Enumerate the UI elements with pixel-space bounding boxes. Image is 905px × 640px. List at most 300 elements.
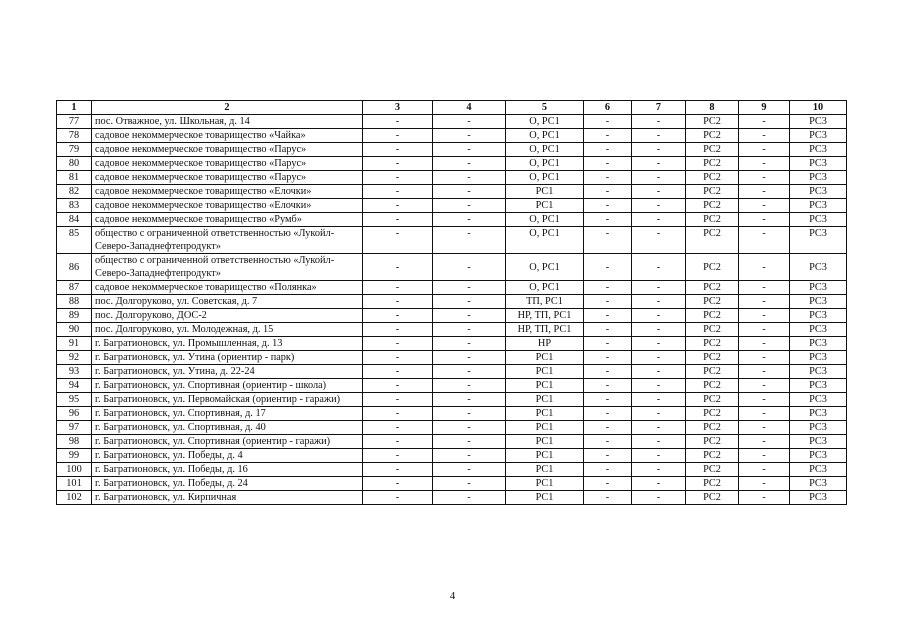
row-number-cell: 83 [57,199,92,213]
value-cell: - [584,281,632,295]
location-cell: г. Багратионовск, ул. Первомайская (ориентир - гаражи) [92,393,363,407]
value-cell: РС2 [686,337,739,351]
value-cell: - [739,281,790,295]
value-cell: - [363,213,433,227]
value-cell: - [632,199,686,213]
value-cell: РС2 [686,365,739,379]
value-cell: - [584,199,632,213]
value-cell: - [739,157,790,171]
value-cell: - [632,421,686,435]
value-cell: - [584,491,632,505]
value-cell: - [584,477,632,491]
table-row [57,143,847,157]
value-cell: РС2 [686,115,739,129]
value-cell: РС1 [506,421,584,435]
value-cell: - [632,295,686,309]
value-cell: РС2 [686,185,739,199]
value-cell: - [632,254,686,281]
value-cell: - [433,213,506,227]
header-cell: 10 [790,101,847,115]
header-row [57,101,847,115]
value-cell: - [433,254,506,281]
value-cell: РС2 [686,477,739,491]
value-cell: РС1 [506,351,584,365]
value-cell: РС2 [686,143,739,157]
value-cell: - [632,129,686,143]
value-cell: - [363,477,433,491]
value-cell: - [739,227,790,254]
value-cell: - [584,129,632,143]
row-number-cell: 84 [57,213,92,227]
value-cell: ТП, РС1 [506,295,584,309]
value-cell: РС2 [686,491,739,505]
value-cell: - [433,365,506,379]
value-cell: РС2 [686,171,739,185]
value-cell: - [363,379,433,393]
value-cell: - [433,323,506,337]
value-cell: РС2 [686,157,739,171]
row-number-cell: 98 [57,435,92,449]
value-cell: - [363,351,433,365]
value-cell: РС2 [686,393,739,407]
table-row [57,171,847,185]
value-cell: О, РС1 [506,281,584,295]
row-number-cell: 90 [57,323,92,337]
value-cell: - [433,309,506,323]
value-cell: РС3 [790,129,847,143]
value-cell: - [739,199,790,213]
value-cell: РС2 [686,435,739,449]
value-cell: РС3 [790,227,847,254]
table-row [57,295,847,309]
table-row [57,213,847,227]
table-row [57,337,847,351]
location-cell: г. Багратионовск, ул. Спортивная, д. 17 [92,407,363,421]
value-cell: РС1 [506,449,584,463]
value-cell: РС2 [686,309,739,323]
value-cell: НР, ТП, РС1 [506,309,584,323]
value-cell: - [584,421,632,435]
header-cell: 8 [686,101,739,115]
value-cell: - [632,281,686,295]
location-cell: садовое некоммерческое товарищество «Полянка» [92,281,363,295]
row-number-cell: 77 [57,115,92,129]
location-cell: садовое некоммерческое товарищество «Парус» [92,171,363,185]
row-number-cell: 97 [57,421,92,435]
value-cell: - [584,213,632,227]
value-cell: - [739,323,790,337]
value-cell: - [739,143,790,157]
value-cell: - [584,449,632,463]
value-cell: - [632,491,686,505]
table-row [57,407,847,421]
value-cell: - [363,323,433,337]
value-cell: - [584,379,632,393]
value-cell: РС3 [790,115,847,129]
value-cell: РС1 [506,185,584,199]
value-cell: - [433,143,506,157]
value-cell: - [363,309,433,323]
value-cell: - [433,157,506,171]
data-table [56,100,847,505]
value-cell: РС2 [686,379,739,393]
value-cell: - [632,143,686,157]
value-cell: - [739,407,790,421]
location-cell: пос. Долгоруково, ул. Советская, д. 7 [92,295,363,309]
value-cell: - [584,435,632,449]
value-cell: РС2 [686,421,739,435]
value-cell: - [363,337,433,351]
table-row [57,309,847,323]
location-cell: г. Багратионовск, ул. Утина, д. 22-24 [92,365,363,379]
value-cell: - [739,129,790,143]
value-cell: - [433,171,506,185]
row-number-cell: 100 [57,463,92,477]
value-cell: - [739,491,790,505]
value-cell: - [433,421,506,435]
value-cell: - [433,491,506,505]
location-cell: общество с ограниченной ответственностью «Лукойл- Северо-Западнефтепродукт» [92,227,363,254]
value-cell: - [739,171,790,185]
value-cell: РС3 [790,199,847,213]
value-cell: РС2 [686,129,739,143]
value-cell: - [632,449,686,463]
value-cell: - [632,393,686,407]
value-cell: О, РС1 [506,157,584,171]
value-cell: - [584,157,632,171]
value-cell: - [433,337,506,351]
value-cell: РС1 [506,407,584,421]
value-cell: - [363,185,433,199]
value-cell: - [363,254,433,281]
table-row [57,281,847,295]
value-cell: - [584,227,632,254]
value-cell: РС3 [790,477,847,491]
header-cell: 3 [363,101,433,115]
table-row [57,491,847,505]
row-number-cell: 99 [57,449,92,463]
value-cell: РС1 [506,435,584,449]
value-cell: РС1 [506,199,584,213]
location-cell: пос. Долгоруково, ул. Молодежная, д. 15 [92,323,363,337]
table-row [57,421,847,435]
value-cell: РС2 [686,323,739,337]
value-cell: - [433,477,506,491]
value-cell: - [363,281,433,295]
value-cell: - [739,421,790,435]
row-number-cell: 86 [57,254,92,281]
table-row [57,199,847,213]
value-cell: РС3 [790,157,847,171]
value-cell: РС3 [790,449,847,463]
value-cell: - [363,491,433,505]
value-cell: - [584,295,632,309]
value-cell: - [739,213,790,227]
value-cell: - [584,351,632,365]
value-cell: РС3 [790,421,847,435]
value-cell: - [739,449,790,463]
row-number-cell: 80 [57,157,92,171]
value-cell: - [632,157,686,171]
value-cell: - [433,351,506,365]
value-cell: РС2 [686,449,739,463]
location-cell: садовое некоммерческое товарищество «Елочки» [92,185,363,199]
value-cell: - [363,199,433,213]
location-cell: г. Багратионовск, ул. Спортивная, д. 40 [92,421,363,435]
value-cell: РС3 [790,407,847,421]
value-cell: РС1 [506,491,584,505]
value-cell: - [363,393,433,407]
table-row [57,129,847,143]
value-cell: - [632,463,686,477]
value-cell: - [632,477,686,491]
value-cell: - [632,379,686,393]
value-cell: - [584,463,632,477]
value-cell: РС3 [790,379,847,393]
location-cell: садовое некоммерческое товарищество «Парус» [92,157,363,171]
value-cell: - [363,157,433,171]
value-cell: РС2 [686,281,739,295]
value-cell: - [632,323,686,337]
value-cell: - [584,323,632,337]
row-number-cell: 96 [57,407,92,421]
table-row [57,323,847,337]
value-cell: РС3 [790,323,847,337]
value-cell: РС2 [686,227,739,254]
value-cell: - [739,295,790,309]
value-cell: - [433,449,506,463]
value-cell: РС2 [686,199,739,213]
value-cell: - [584,337,632,351]
value-cell: - [363,463,433,477]
value-cell: - [584,143,632,157]
value-cell: О, РС1 [506,129,584,143]
row-number-cell: 93 [57,365,92,379]
value-cell: О, РС1 [506,213,584,227]
value-cell: - [433,407,506,421]
location-cell: пос. Долгоруково, ДОС-2 [92,309,363,323]
value-cell: РС2 [686,254,739,281]
value-cell: РС3 [790,435,847,449]
table-row [57,435,847,449]
value-cell: - [632,365,686,379]
value-cell: РС1 [506,477,584,491]
value-cell: РС3 [790,309,847,323]
table-row [57,185,847,199]
value-cell: - [433,199,506,213]
value-cell: - [433,129,506,143]
value-cell: - [433,295,506,309]
value-cell: РС2 [686,407,739,421]
row-number-cell: 91 [57,337,92,351]
table-body [57,115,847,505]
location-cell: г. Багратионовск, ул. Победы, д. 24 [92,477,363,491]
value-cell: РС3 [790,491,847,505]
row-number-cell: 78 [57,129,92,143]
value-cell: РС3 [790,365,847,379]
value-cell: - [739,185,790,199]
value-cell: - [584,407,632,421]
value-cell: РС2 [686,295,739,309]
value-cell: - [632,407,686,421]
table-row [57,115,847,129]
value-cell: - [739,351,790,365]
value-cell: - [632,435,686,449]
value-cell: - [739,393,790,407]
header-cell: 6 [584,101,632,115]
value-cell: - [363,449,433,463]
value-cell: - [632,309,686,323]
value-cell: РС1 [506,463,584,477]
value-cell: НР, ТП, РС1 [506,323,584,337]
value-cell: - [739,115,790,129]
location-cell: садовое некоммерческое товарищество «Парус» [92,143,363,157]
value-cell: - [433,115,506,129]
value-cell: РС1 [506,379,584,393]
value-cell: - [584,185,632,199]
value-cell: О, РС1 [506,115,584,129]
row-number-cell: 79 [57,143,92,157]
page-number: 4 [449,590,456,602]
value-cell: - [363,143,433,157]
value-cell: РС3 [790,143,847,157]
value-cell: РС3 [790,171,847,185]
location-cell: садовое некоммерческое товарищество «Румб» [92,213,363,227]
value-cell: - [584,254,632,281]
value-cell: О, РС1 [506,143,584,157]
location-cell: садовое некоммерческое товарищество «Елочки» [92,199,363,213]
value-cell: - [433,463,506,477]
value-cell: - [739,309,790,323]
value-cell: - [433,227,506,254]
value-cell: РС3 [790,213,847,227]
value-cell: - [632,337,686,351]
value-cell: РС2 [686,463,739,477]
value-cell: - [739,477,790,491]
table-header [57,101,847,115]
value-cell: - [363,295,433,309]
value-cell: - [584,309,632,323]
value-cell: РС3 [790,393,847,407]
value-cell: - [739,379,790,393]
value-cell: - [433,379,506,393]
row-number-cell: 101 [57,477,92,491]
value-cell: - [433,393,506,407]
header-cell: 1 [57,101,92,115]
value-cell: О, РС1 [506,254,584,281]
value-cell: РС3 [790,337,847,351]
value-cell: - [433,281,506,295]
location-cell: г. Багратионовск, ул. Утина (ориентир - парк) [92,351,363,365]
value-cell: - [739,365,790,379]
value-cell: - [739,463,790,477]
value-cell: РС1 [506,393,584,407]
table-row [57,351,847,365]
value-cell: - [632,185,686,199]
value-cell: - [363,407,433,421]
row-number-cell: 102 [57,491,92,505]
value-cell: - [363,115,433,129]
table-row [57,449,847,463]
location-cell: пос. Отважное, ул. Школьная, д. 14 [92,115,363,129]
location-cell: г. Багратионовск, ул. Спортивная (ориентир - школа) [92,379,363,393]
value-cell: - [632,351,686,365]
location-cell: г. Багратионовск, ул. Спортивная (ориентир - гаражи) [92,435,363,449]
location-cell: г. Багратионовск, ул. Победы, д. 4 [92,449,363,463]
row-number-cell: 95 [57,393,92,407]
value-cell: РС3 [790,185,847,199]
value-cell: - [433,435,506,449]
value-cell: - [363,421,433,435]
row-number-cell: 82 [57,185,92,199]
value-cell: - [363,365,433,379]
header-cell: 4 [433,101,506,115]
location-cell: садовое некоммерческое товарищество «Чайка» [92,129,363,143]
table-row [57,227,847,254]
location-cell: г. Багратионовск, ул. Победы, д. 16 [92,463,363,477]
value-cell: - [363,129,433,143]
value-cell: РС3 [790,281,847,295]
value-cell: - [363,435,433,449]
table-row [57,463,847,477]
location-cell: общество с ограниченной ответственностью «Лукойл- Северо-Западнефтепродукт» [92,254,363,281]
value-cell: РС3 [790,254,847,281]
table-row [57,157,847,171]
value-cell: РС1 [506,365,584,379]
value-cell: - [363,227,433,254]
value-cell: - [632,227,686,254]
value-cell: РС3 [790,295,847,309]
row-number-cell: 81 [57,171,92,185]
value-cell: - [739,435,790,449]
value-cell: - [584,171,632,185]
row-number-cell: 88 [57,295,92,309]
location-cell: г. Багратионовск, ул. Промышленная, д. 13 [92,337,363,351]
value-cell: - [584,393,632,407]
header-cell: 7 [632,101,686,115]
value-cell: РС3 [790,351,847,365]
location-cell: г. Багратионовск, ул. Кирпичная [92,491,363,505]
value-cell: НР [506,337,584,351]
header-cell: 5 [506,101,584,115]
value-cell: РС2 [686,213,739,227]
value-cell: - [433,185,506,199]
row-number-cell: 85 [57,227,92,254]
row-number-cell: 92 [57,351,92,365]
header-cell: 2 [92,101,363,115]
table-row [57,393,847,407]
value-cell: - [739,337,790,351]
value-cell: - [584,115,632,129]
value-cell: - [363,171,433,185]
table-row [57,254,847,281]
value-cell: РС2 [686,351,739,365]
table-row [57,477,847,491]
row-number-cell: 89 [57,309,92,323]
value-cell: - [584,365,632,379]
value-cell: - [632,213,686,227]
table-row [57,379,847,393]
value-cell: О, РС1 [506,171,584,185]
value-cell: - [739,254,790,281]
header-cell: 9 [739,101,790,115]
value-cell: - [632,171,686,185]
value-cell: РС3 [790,463,847,477]
row-number-cell: 94 [57,379,92,393]
table-row [57,365,847,379]
value-cell: - [632,115,686,129]
value-cell: О, РС1 [506,227,584,254]
